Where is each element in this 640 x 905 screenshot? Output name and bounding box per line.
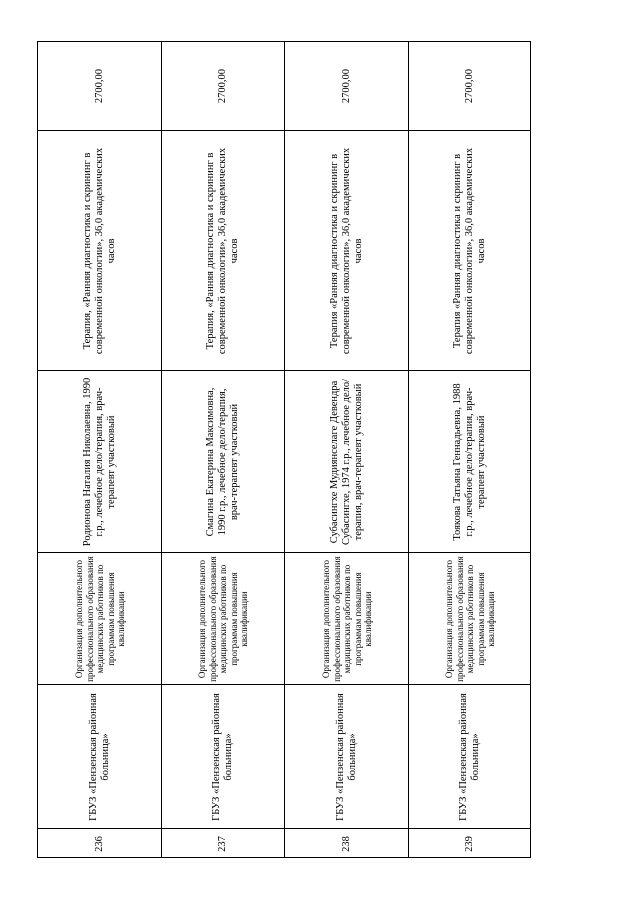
amount-cell — [285, 42, 408, 130]
table-row — [38, 42, 162, 857]
course-text: Терапия «Ранняя диагностика и скрининг в современной онкологии», 36,0 академических часов — [451, 147, 487, 354]
activity-cell — [38, 552, 161, 684]
person-cell — [162, 370, 284, 552]
course-text: Терапия, «Ранняя диагностика и скрининг в современной онкологии», 36,0 академических часов — [205, 147, 240, 354]
activity-cell — [285, 552, 408, 684]
org-cell — [162, 684, 284, 828]
course-text: Терапия «Ранняя диагностика и скрининг в современной онкологии», 36,0 академических часов — [328, 147, 364, 354]
course-cell — [409, 130, 530, 370]
amount-cell — [409, 42, 530, 130]
rotated-table — [37, 41, 531, 858]
table-row — [409, 42, 530, 857]
org-text: ГБУЗ «Пензенская районная больница» — [457, 692, 481, 821]
activity-cell — [409, 552, 530, 684]
org-cell — [38, 684, 161, 828]
amount-text: 2700,00 — [217, 68, 228, 104]
activity-text: Организация дополнительного профессионального образования медицинских работников по программам повышения квалификации — [73, 555, 126, 682]
table-row — [285, 42, 409, 857]
row-number: 236 — [93, 836, 105, 852]
num-cell — [162, 828, 284, 859]
amount-text: 2700,00 — [463, 68, 475, 104]
person-text: Родионова Наталия Николаевна, 1990 г.р., лечебное дело/терапия, врач-терапевт участковый — [81, 377, 117, 546]
amount-cell — [162, 42, 284, 130]
person-text: Тоякова Татьяна Геннадьевна, 1988 г.р., лечебное дело/терапия, врач-терапевт участковый — [451, 382, 487, 541]
course-cell — [285, 130, 408, 370]
person-text: Субасингхе Мудиянселаге Девендра Субасингхе, 1974 г.р., лечебное дело/терапия, врач-терапевт участковый — [328, 378, 364, 545]
amount-text: 2700,00 — [340, 68, 352, 104]
person-cell — [285, 370, 408, 552]
table-row — [162, 42, 285, 857]
amount-cell — [38, 42, 161, 130]
org-text: ГБУЗ «Пензенская районная больница» — [211, 692, 234, 821]
person-cell — [38, 370, 161, 552]
activity-text: Организация дополнительного профессионального образования медицинских работников по программам повышения квалификации — [196, 555, 249, 682]
amount-text: 2700,00 — [93, 68, 105, 104]
activity-text: Организация дополнительного профессионального образования медицинских работников по программам повышения квалификации — [443, 555, 496, 682]
course-cell — [162, 130, 284, 370]
org-text: ГБУЗ «Пензенская районная больница» — [334, 692, 358, 821]
org-cell — [409, 684, 530, 828]
row-number: 239 — [463, 836, 475, 852]
person-cell — [409, 370, 530, 552]
num-cell — [285, 828, 408, 859]
row-number: 238 — [340, 836, 352, 852]
course-cell — [38, 130, 161, 370]
row-number: 237 — [217, 836, 228, 852]
num-cell — [409, 828, 530, 859]
person-text: Смагина Екатерина Максимовна, 1990 г.р., лечебное дело/терапия, врач-терапевт участковый — [205, 387, 240, 536]
activity-text: Организация дополнительного профессионального образования медицинских работников по программам повышения квалификации — [320, 555, 373, 682]
activity-cell — [162, 552, 284, 684]
org-text: ГБУЗ «Пензенская районная больница» — [87, 692, 111, 821]
course-text: Терапия, «Ранняя диагностика и скрининг в современной онкологии», 36,0 академических часов — [81, 147, 117, 354]
num-cell — [38, 828, 161, 859]
org-cell — [285, 684, 408, 828]
